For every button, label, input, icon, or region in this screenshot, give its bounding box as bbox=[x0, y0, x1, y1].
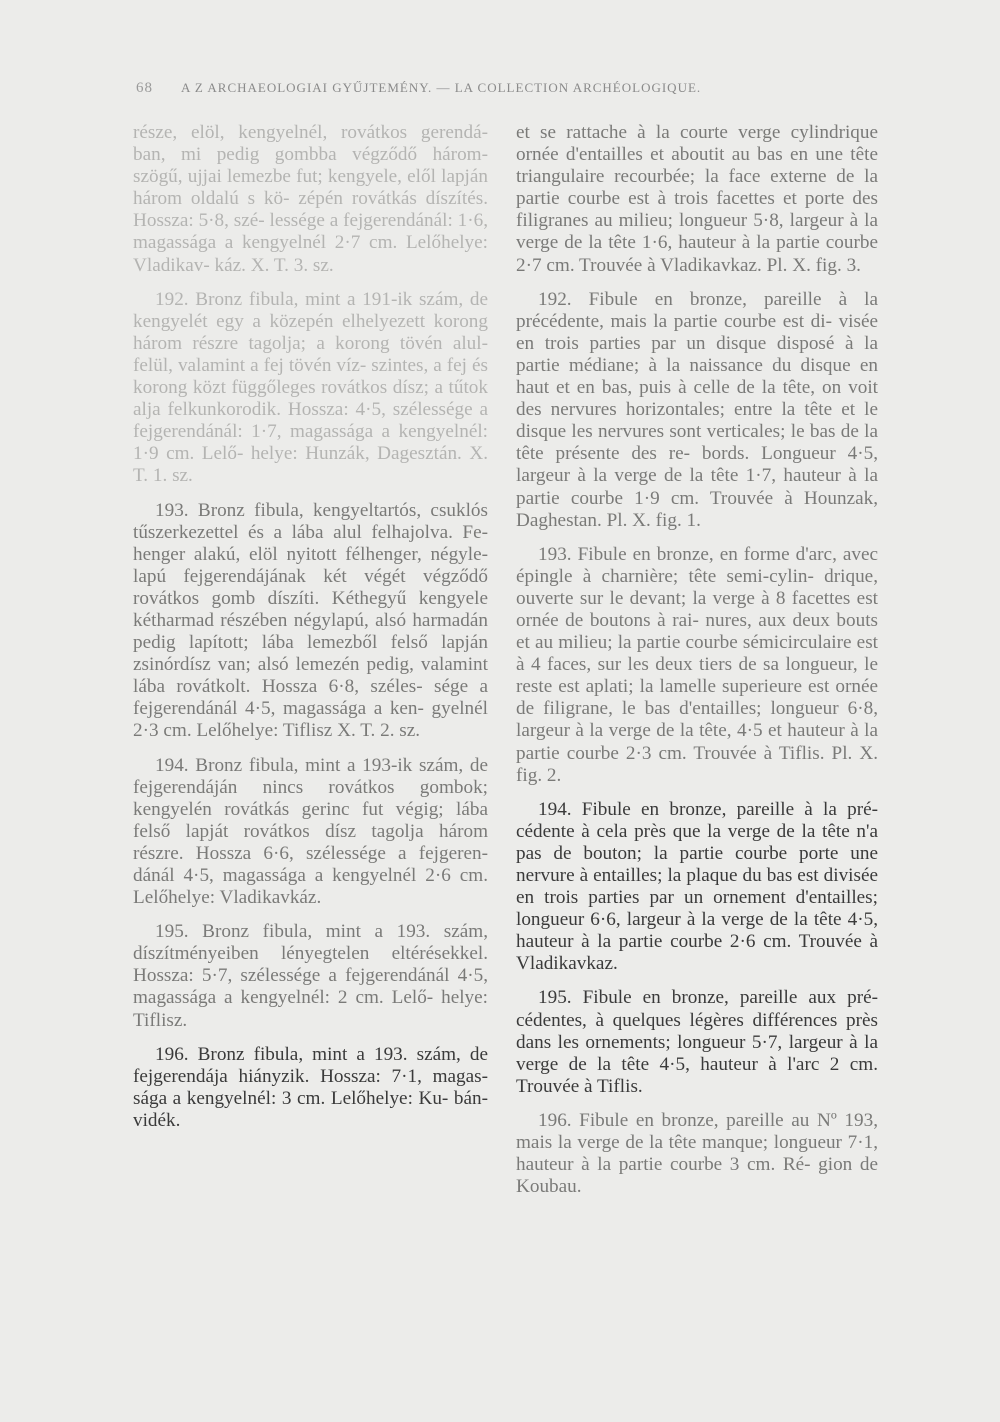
paragraph-195-fr: 195. Fibule en bronze, pareille aux pré- cédentes, à quelques légères différences près dans les ornements; longueur 5·7, largeur à la verge de la tête 4·5, hauteur à l'arc 2 cm. Trouvée à Tiflis. bbox=[516, 987, 878, 1097]
header-title: A Z ARCHAEOLOGIAI GYŰJTEMÉNY. — LA COLLECTION ARCHÉOLOGIQUE. bbox=[181, 80, 702, 95]
hungarian-column bbox=[133, 122, 488, 1144]
paragraph-191-fr: et se rattache à la courte verge cylindrique ornée d'entailles et aboutit au bas en une tête triangulaire recourbée; la face externe de la partie courbe est à trois facettes et porte des filigranes au milieu; longueur 5·8, largeur à la verge de la tête 1·6, hauteur à la partie courbe 2·7 cm. Trouvée à Vladikavkaz. Pl. X. fig. 3. bbox=[516, 122, 878, 276]
running-header bbox=[136, 80, 765, 97]
paragraph-194-fr: 194. Fibule en bronze, pareille à la pré- cédente à cela près que la verge de la tête n'a pas de bouton; la partie courbe porte une nervure à entailles; la plaque du bas est divisée en trois parties par un ornement d'entailles; longueur 6·6, largeur à la verge de la tête 4·5, hauteur à la partie courbe 2·6 cm. Trouvée à Vladikavkaz. bbox=[516, 798, 878, 975]
paragraph-193-hu: 193. Bronz fibula, kengyeltartós, csuklós tűszerkezettel és a lába alul felhajolva. Fe- henger alakú, elöl nyitott félhenger, négyle- lapú fejgerendájának két végét végződő rovátkos gomb díszíti. Kéthegyű kengyele kétharmad részében négylapú, alsó harmadán pedig lapított; lába lemezből felső lapján zsinórdísz van; alsó lemezén pedig, valamint lába rovátkolt. Hossza 6·8, széles- sége a fejgerendánál 4·5, magassága a ken- gyelnél 2·3 cm. Lelőhelye: Tiflisz X. T. 2. sz. bbox=[133, 499, 488, 742]
paragraph-196-hu: 196. Bronz fibula, mint a 193. szám, de fejgerendája hiányzik. Hossza: 7·1, magas- sága a kengyelnél: 3 cm. Lelőhelye: Ku- bán-vidék. bbox=[133, 1043, 488, 1131]
paragraph-193-fr: 193. Fibule en bronze, en forme d'arc, avec épingle à charnière; tête semi-cylin- drique, ouverte sur le devant; la verge à 8 facettes est ornée de boutons à rai- nures, aux deux bouts et au milieu; la partie courbe sémicirculaire est à 4 faces, sur les deux tiers de sa longueur, le reste est aplati; la lamelle superieure est ornée de filigrane, le bas d'entailles; longueur 6·8, largeur à la verge de la tête, 4·5 et hauteur à la partie courbe 2·3 cm. Trouvée à Tiflis. Pl. X. fig. 2. bbox=[516, 543, 878, 786]
paragraph-191-hu: része, elöl, kengyelnél, rovátkos gerendá- ban, mi pedig gombba végződő három- szögű, ujjai lemezbe fut; kengyele, elől lapján három oldalú s kö- zépén rovátkás díszítés. Hossza: 5·8, szé- lessége a fejgerendánál: 1·6, magassága a kengyelnél 2·7 cm. Lelőhelye: Vladikav- káz. X. T. 3. sz. bbox=[133, 122, 488, 276]
paragraph-192-hu: 192. Bronz fibula, mint a 191-ik szám, de kengyelét egy a közepén elhelyezett korong három részre tagolja; a korong tövén alul-felül, valamint a fej tövén víz- szintes, a fej és korong közt függőleges rovátkos dísz; a tűtok alja felkunkorodik. Hossza: 4·5, szélessége a fejgerendánál: 1·7, magassága a kengyelnél: 1·9 cm. Lelő- helye: Hunzák, Dagesztán. X. T. 1. sz. bbox=[133, 288, 488, 487]
french-column bbox=[516, 122, 878, 1210]
paragraph-196-fr: 196. Fibule en bronze, pareille au Nº 193, mais la verge de la tête manque; longueur 7·1, hauteur à la partie courbe 3 cm. Ré- gion de Koubau. bbox=[516, 1109, 878, 1198]
paragraph-194-hu: 194. Bronz fibula, mint a 193-ik szám, de fejgerendáján nincs rovátkos gombok; kengyelén rovátkás gerinc fut végig; lába felső lapját rovátkos dísz tagolja három részre. Hossza 6·6, szélessége a fejgeren- dánál 4·5, magassága a kengyelnél 2·6 cm. Lelőhelye: Vladikavkáz. bbox=[133, 754, 488, 909]
page-number: 68 bbox=[136, 80, 153, 96]
paragraph-195-hu: 195. Bronz fibula, mint a 193. szám, díszítményeiben lényegtelen eltérésekkel. Hossza: 5·7, szélessége a fejgerendánál 4·5, magassága a kengyelnél: 2 cm. Lelő- helye: Tiflisz. bbox=[133, 921, 488, 1031]
paragraph-192-fr: 192. Fibule en bronze, pareille à la précédente, mais la partie courbe est di- visée en trois parties par un disque disposé à la partie médiane; à la naissance du disque en haut et en bas, puis à celle de la tête, on voit des nervures horizontales; entre la tête et le disque les nervures sont verticales; le bas de la tête présente des re- bords. Longueur 4·5, largeur à la verge de la tête 1·7, hauteur à la partie courbe 1·9 cm. Trouvée à Hounzak, Daghestan. Pl. X. fig. 1. bbox=[516, 288, 878, 531]
